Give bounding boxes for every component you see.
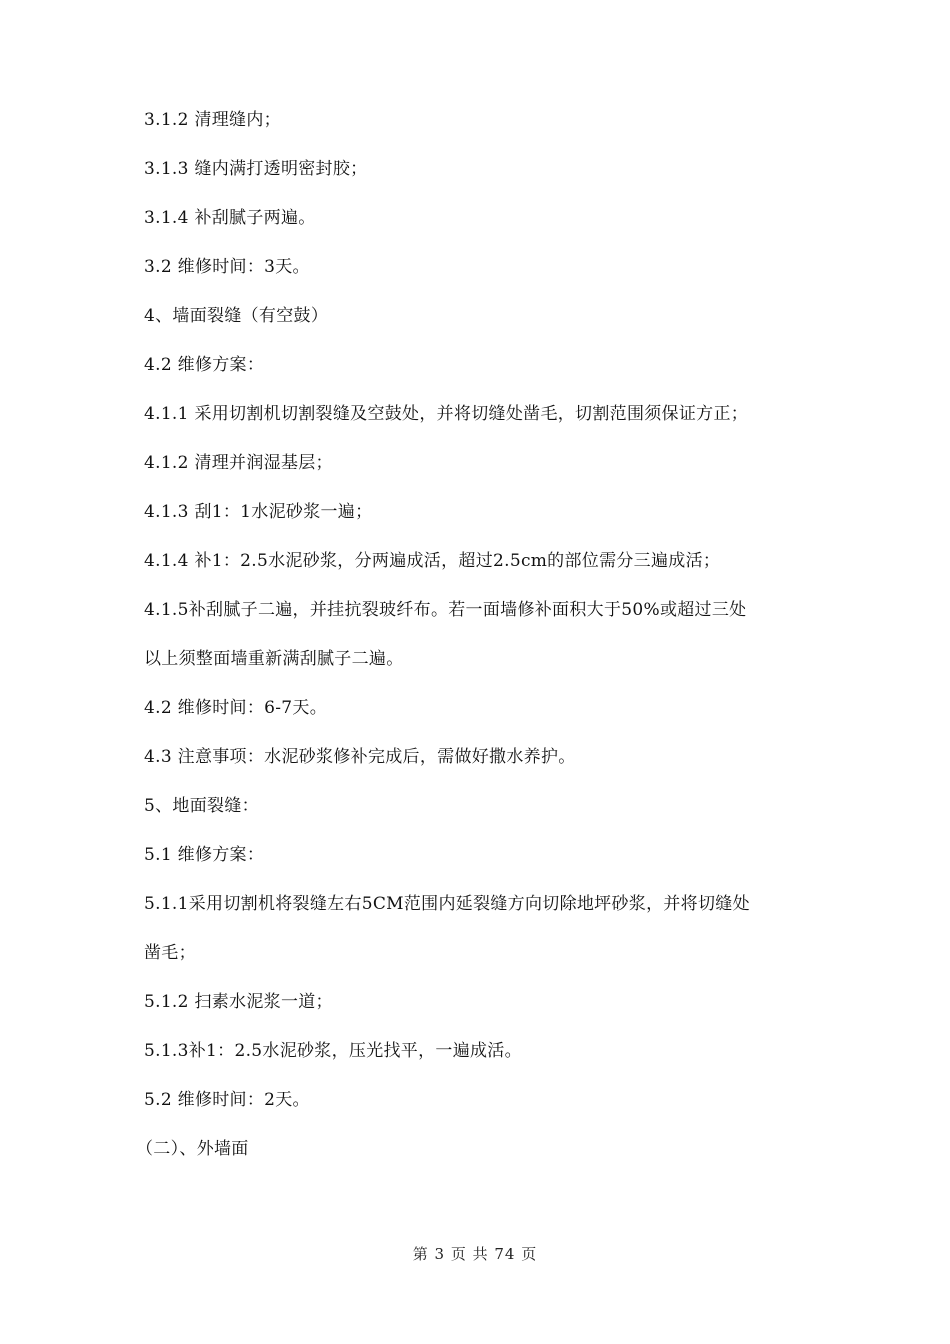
text-line: 4.1.5补刮腻子二遍，并挂抗裂玻纤布。若一面墙修补面积大于50%或超过三处 — [144, 600, 747, 620]
text-line: 4.1.1 采用切割机切割裂缝及空鼓处，并将切缝处凿毛，切割范围须保证方正； — [144, 404, 749, 424]
text-line: 3.1.2 清理缝内； — [144, 110, 281, 130]
document-body — [136, 108, 824, 1186]
text-line: 3.2 维修时间：3天。 — [144, 257, 310, 277]
text-line: 5.1 维修方案： — [144, 845, 265, 865]
text-line: 4.1.2 清理并润湿基层； — [144, 453, 333, 473]
text-line: 4.2 维修方案： — [144, 355, 265, 375]
text-line: 4.1.4 补1：2.5水泥砂浆，分两遍成活，超过2.5cm的部位需分三遍成活； — [144, 551, 721, 571]
text-line: 3.1.3 缝内满打透明密封胶； — [144, 159, 368, 179]
text-line: 4.2 维修时间：6-7天。 — [144, 698, 328, 718]
text-line: 以上须整面墙重新满刮腻子二遍。 — [144, 649, 404, 669]
text-line: 5.1.1采用切割机将裂缝左右5CM范围内延裂缝方向切除地坪砂浆，并将切缝处 — [144, 894, 750, 914]
text-line: 凿毛； — [144, 943, 196, 963]
page-number-footer: 第 3 页 共 74 页 — [412, 1245, 538, 1263]
text-line: 4.1.3 刮1：1水泥砂浆一遍； — [144, 502, 373, 522]
section-heading: 4、墙面裂缝（有空鼓） — [144, 306, 329, 326]
text-line: 5.2 维修时间：2天。 — [144, 1090, 310, 1110]
text-line: 3.1.4 补刮腻子两遍。 — [144, 208, 316, 228]
section-heading: （二）、外墙面 — [136, 1139, 249, 1159]
section-heading: 5、地面裂缝： — [144, 796, 259, 816]
text-line: 5.1.2 扫素水泥浆一道； — [144, 992, 333, 1012]
text-line: 5.1.3补1：2.5水泥砂浆，压光找平，一遍成活。 — [144, 1041, 522, 1061]
text-line: 4.3 注意事项：水泥砂浆修补完成后，需做好撒水养护。 — [144, 747, 576, 767]
